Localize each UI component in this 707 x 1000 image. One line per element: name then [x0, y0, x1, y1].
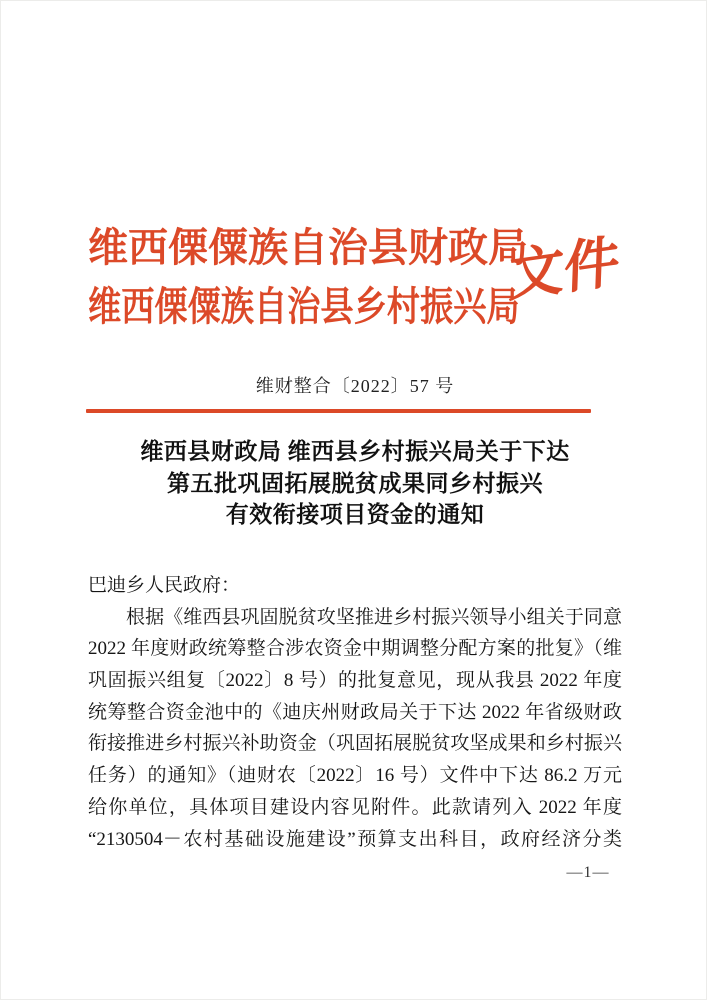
body-text-line: 巩固振兴组复〔2022〕8 号）的批复意见，现从我县 2022 年度	[88, 670, 622, 692]
letterhead-agency-1: 维西傈僳族自治县财政局	[88, 225, 528, 270]
document-number: 维财整合〔2022〕57 号	[255, 376, 455, 396]
body-text-line: 衔接推进乡村振兴补助资金（巩固拓展脱贫攻坚成果和乡村振兴	[88, 733, 622, 755]
recipient-line: 巴迪乡人民政府：	[88, 575, 241, 596]
body-text-line: 统筹整合资金池中的《迪庆州财政局关于下达 2022 年省级财政	[88, 701, 622, 723]
document-title	[88, 436, 622, 531]
body-text-line: 2022 年度财政统筹整合涉农资金中期调整分配方案的批复》（维	[88, 638, 622, 660]
body-text-line: 给你单位，具体项目建设内容见附件。此款请列入 2022 年度	[88, 796, 622, 818]
page-number: —1—	[566, 864, 610, 881]
document-title-line-1: 维西县财政局 维西县乡村振兴局关于下达	[140, 439, 570, 464]
document-title-line-2: 第五批巩固拓展脱贫成果同乡村振兴	[167, 470, 543, 496]
body-text-line: 根据《维西县巩固脱贫攻坚推进乡村振兴领导小组关于同意	[126, 606, 622, 628]
document-label: 文件	[507, 230, 621, 310]
document-title-line-3: 有效衔接项目资金的通知	[225, 502, 485, 528]
red-divider-line	[86, 409, 591, 413]
body-text-line: “2130504－农村基础设施建设”预算支出科目，政府经济分类	[88, 828, 622, 850]
letterhead-agency-2	[88, 282, 528, 332]
document-body	[88, 570, 622, 855]
letterhead-agency-2-text: 维西傈僳族自治县乡村振兴局	[88, 284, 520, 329]
body-text-line: 任务）的通知》（迪财农〔2022〕16 号）文件中下达 86.2 万元	[88, 765, 622, 787]
